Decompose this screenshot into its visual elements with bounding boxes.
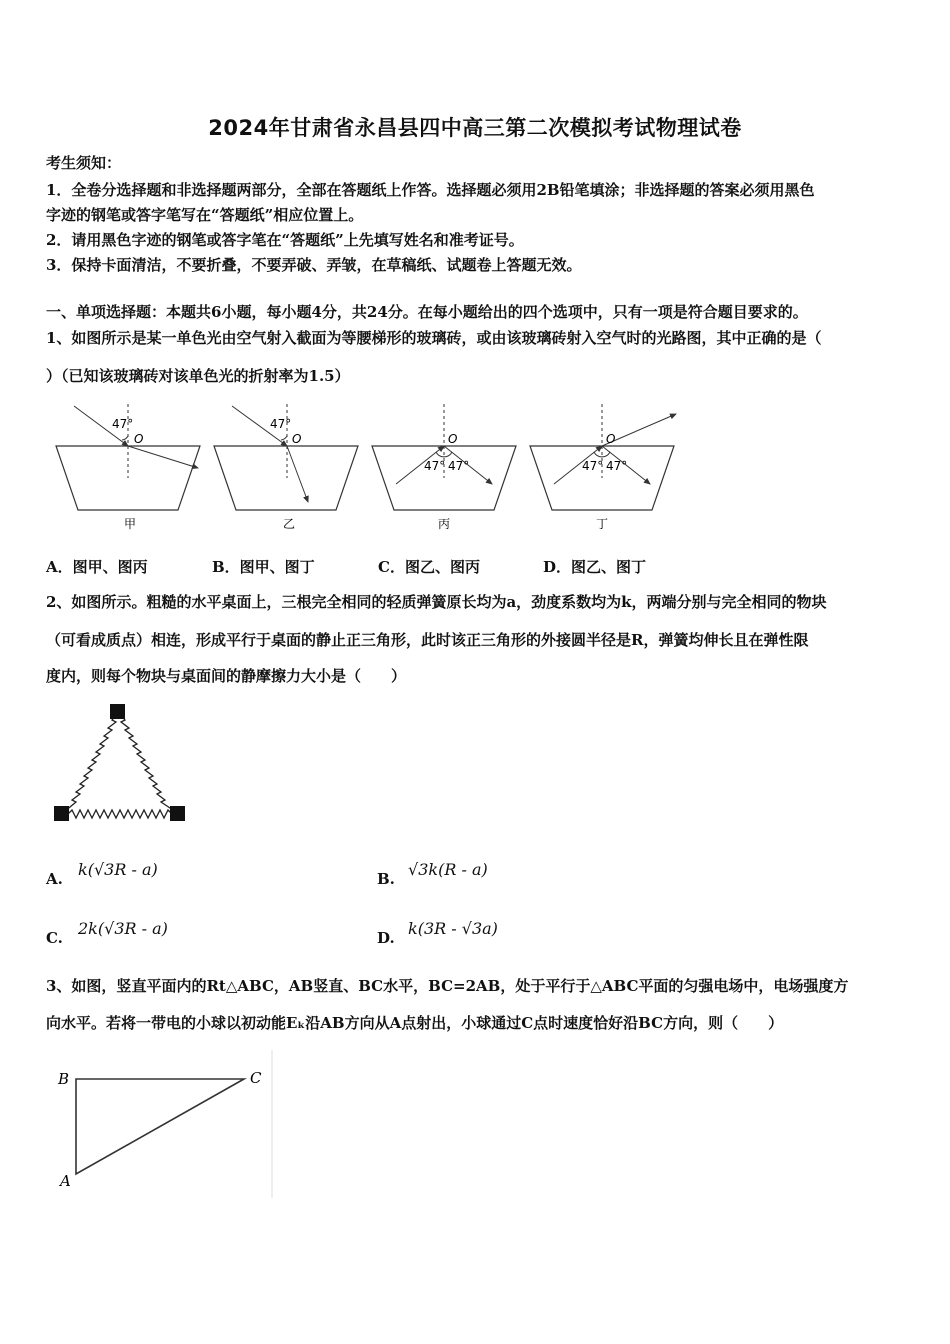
angle-label: 47° bbox=[270, 417, 292, 431]
option-b-label: B. bbox=[377, 870, 395, 888]
figure-caption: 甲 bbox=[124, 517, 137, 531]
option-a[interactable]: A．图甲、图丙 bbox=[46, 558, 148, 576]
q1-text: ）（已知该玻璃砖对该单色光的折射率为1.5） bbox=[46, 367, 350, 385]
angle-label: 47° bbox=[606, 459, 628, 473]
triangle-abc-figure bbox=[50, 1050, 280, 1200]
option-a[interactable]: k(√3R - a) bbox=[78, 860, 158, 879]
option-c[interactable]: C．图乙、图丙 bbox=[378, 558, 480, 576]
notice-item: 1．全卷分选择题和非选择题两部分，全部在答题纸上作答。选择题必须用2B铅笔填涂；非选择题的答案必须用黑色 bbox=[46, 181, 815, 199]
figure-bing bbox=[372, 404, 516, 531]
notice-item: 3．保持卡面清洁，不要折叠，不要弄破、弄皱，在草稿纸、试题卷上答题无效。 bbox=[46, 256, 582, 274]
point-label: O bbox=[292, 432, 302, 446]
option-d[interactable]: k(3R - √3a) bbox=[408, 919, 498, 938]
angle-label: 47° bbox=[582, 459, 604, 473]
option-c-label: C. bbox=[46, 929, 63, 947]
section-heading: 一、单项选择题：本题共6小题，每小题4分，共24分。在每小题给出的四个选项中，只有一项是符合题目要求的。 bbox=[46, 303, 808, 321]
point-label: O bbox=[448, 432, 458, 446]
block-top bbox=[110, 704, 125, 719]
q1-figures bbox=[46, 398, 696, 538]
option-d[interactable]: D．图乙、图丁 bbox=[543, 558, 647, 576]
point-label: O bbox=[606, 432, 616, 446]
option-d-label: D. bbox=[377, 929, 395, 947]
angle-label: 47° bbox=[424, 459, 446, 473]
block-left bbox=[54, 806, 69, 821]
q3-text: 向水平。若将一带电的小球以初动能Eₖ沿AB方向从A点射出，小球通过C点时速度恰好沿BC方向，则（ ） bbox=[46, 1014, 784, 1032]
notice-item: 2．请用黑色字迹的钢笔或答字笔在“答题纸”上先填写姓名和准考证号。 bbox=[46, 231, 524, 249]
figure-yi bbox=[214, 404, 358, 531]
notice-heading: 考生须知： bbox=[46, 154, 122, 172]
figure-caption: 丁 bbox=[596, 517, 609, 531]
spring-triangle-figure bbox=[50, 700, 195, 825]
figure-caption: 乙 bbox=[283, 517, 296, 531]
notice-item: 字迹的钢笔或答字笔写在“答题纸”相应位置上。 bbox=[46, 206, 364, 224]
vertex-c-label: C bbox=[250, 1069, 262, 1087]
vertex-a-label: A bbox=[60, 1172, 71, 1190]
point-label: O bbox=[134, 432, 144, 446]
option-c[interactable]: 2k(√3R - a) bbox=[78, 919, 168, 938]
option-b[interactable]: √3k(R - a) bbox=[408, 860, 488, 879]
q1-text: 1、如图所示是某一单色光由空气射入截面为等腰梯形的玻璃砖，或由该玻璃砖射入空气时的光路图，其中正确的是（ bbox=[46, 329, 822, 347]
q2-text: （可看成质点）相连，形成平行于桌面的静止正三角形，此时该正三角形的外接圆半径是R，弹簧均伸长且在弹性限 bbox=[46, 631, 809, 649]
page-title: 2024年甘肃省永昌县四中高三第二次模拟考试物理试卷 bbox=[208, 116, 742, 140]
vertex-b-label: B bbox=[58, 1070, 70, 1088]
q3-text: 3、如图，竖直平面内的Rt△ABC，AB竖直、BC水平，BC=2AB，处于平行于△ABC平面的匀强电场中，电场强度方 bbox=[46, 977, 849, 995]
figure-caption: 丙 bbox=[438, 517, 451, 531]
figure-jia bbox=[56, 404, 200, 531]
option-b[interactable]: B．图甲、图丁 bbox=[212, 558, 315, 576]
figure-ding bbox=[530, 404, 676, 531]
block-right bbox=[170, 806, 185, 821]
q2-text: 度内，则每个物块与桌面间的静摩擦力大小是（ ） bbox=[46, 667, 407, 685]
angle-label: 47° bbox=[112, 417, 134, 431]
q2-text: 2、如图所示。粗糙的水平桌面上，三根完全相同的轻质弹簧原长均为a，劲度系数均为k，两端分别与完全相同的物块 bbox=[46, 593, 827, 611]
angle-label: 47° bbox=[448, 459, 470, 473]
option-a-label: A. bbox=[46, 870, 63, 888]
